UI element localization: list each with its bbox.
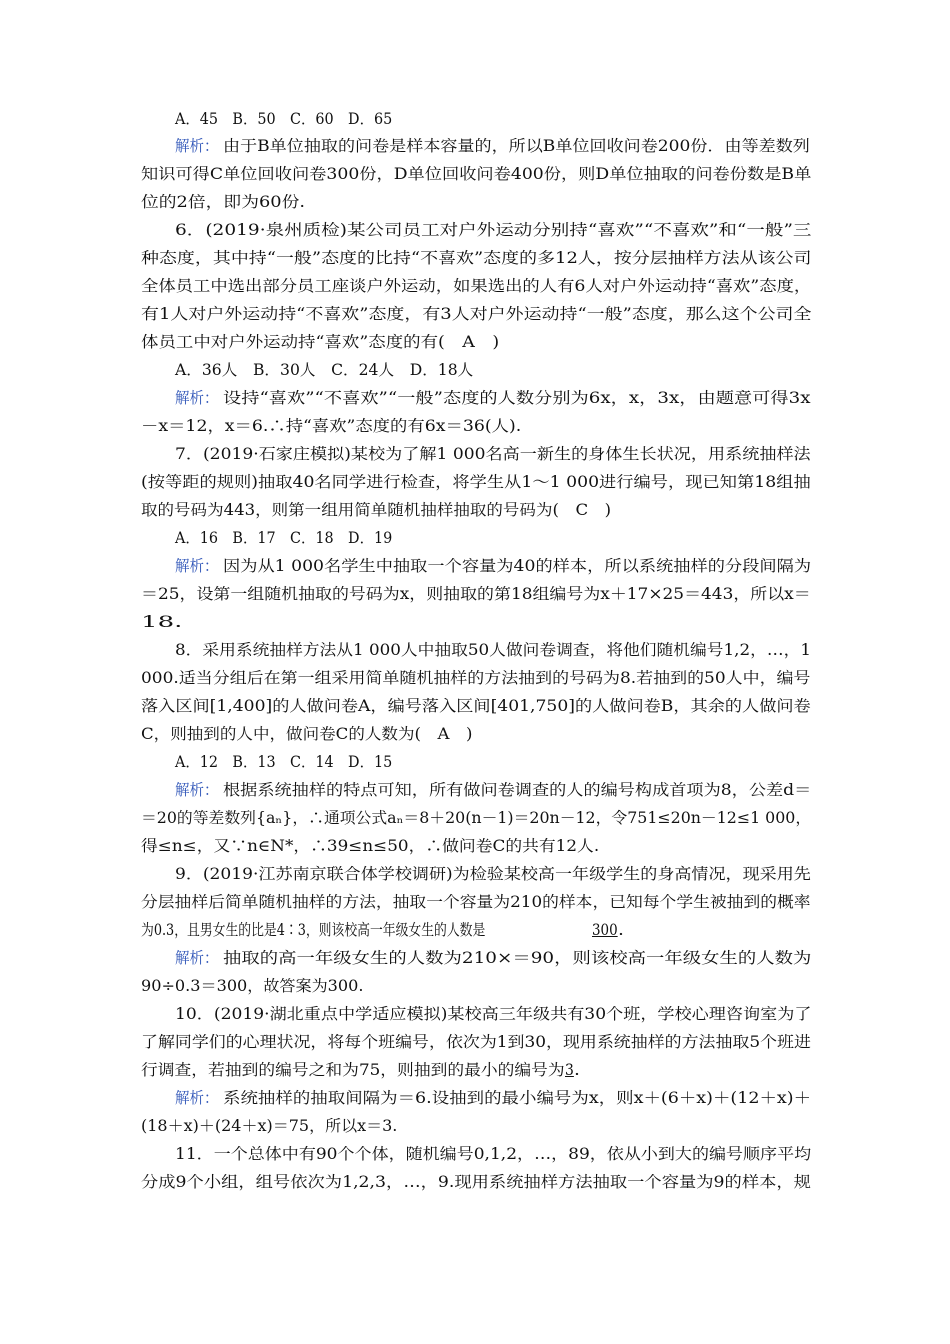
analysis-label: 解析： (175, 557, 219, 575)
text-line (0, 1055, 950, 1085)
text-line (0, 271, 950, 301)
text-line (0, 383, 950, 413)
line-text: 8．采用系统抽样方法从1 000人中抽取50人做问卷调查，将他们随机编号1,2，…，1 (175, 641, 811, 659)
line-text: 分成9个小组，组号依次为1,2,3，…，9.现用系统抽样方法抽取一个容量为9的样本，规 (141, 1173, 811, 1191)
line-text: ＝20的等差数列{aₙ}，∴通项公式aₙ＝8＋20(n－1)＝20n－12，令751≤20n－12≤1 000， (141, 809, 812, 827)
line-text: 6．(2019·泉州质检)某公司员工对户外运动分别持“喜欢”“不喜欢”和“一般”三 (175, 221, 812, 239)
line-text: 体员工中对户外运动持“喜欢”态度的有( A ) (141, 333, 500, 351)
text-line (0, 187, 950, 217)
line-text: . (574, 1061, 580, 1079)
analysis-label: 解析： (175, 137, 219, 155)
line-text: (按等距的规则)抽取40名同学进行检查，将学生从1～1 000进行编号，现已知第18组抽 (141, 473, 811, 491)
text-line (0, 691, 950, 721)
line-text: 得≤n≤，又∵n∈N*，∴39≤n≤50，∴做问卷C的共有12人. (141, 837, 600, 855)
line-text: 种态度，其中持“一般”态度的比持“不喜欢”态度的多12人，按分层抽样方法从该公司 (141, 249, 812, 267)
line-text: 有1人对户外运动持“不喜欢”态度，有3人对户外运动持“一般”态度，那么这个公司全 (141, 305, 812, 323)
text-line (0, 355, 950, 385)
line-text: 设持“喜欢”“不喜欢”“一般”态度的人数分别为6x，x，3x，由题意可得3x (223, 389, 811, 407)
line-text: 抽取的高一年级女生的人数为210×＝90，则该校高一年级女生的人数为 (223, 949, 812, 967)
text-line (0, 1167, 950, 1197)
text-line (0, 327, 950, 357)
line-text: 18. (141, 613, 183, 631)
line-text: 90÷0.3＝300，故答案为300. (141, 977, 364, 995)
text-line (0, 999, 950, 1029)
text-line (0, 299, 950, 329)
line-text: 为0.3，且男女生的比是4∶3，则该校高一年级女生的人数是 (141, 921, 486, 939)
line-text: (18＋x)＋(24＋x)＝75，所以x＝3. (141, 1117, 398, 1135)
text-line (0, 971, 950, 1001)
line-text: 取的号码为443，则第一组用简单随机抽样抽取的号码为( C ) (141, 501, 612, 519)
line-text: 由于B单位抽取的问卷是样本容量的，所以B单位回收问卷200份．由等差数列 (223, 137, 810, 155)
line-text: －x＝12，x＝6.∴持“喜欢”态度的有6x＝36(人). (141, 417, 522, 435)
line-text: 10．(2019·湖北重点中学适应模拟)某校高三年级共有30个班，学校心理咨询室为了 (175, 1005, 812, 1023)
line-text: ＝25，设第一组随机抽取的号码为x，则抽取的第18组编号为x＋17×25＝443，所以x＝ (141, 585, 811, 603)
line-text: 7．(2019·石家庄模拟)某校为了解1 000名高一新生的身体生长状况，用系统抽样法 (175, 445, 811, 463)
text-line (0, 159, 950, 189)
text-line (0, 1111, 950, 1141)
text-line (0, 243, 950, 273)
line-text: 系统抽样的抽取间隔为＝6.设抽到的最小编号为x，则x＋(6＋x)＋(12＋x)＋ (223, 1089, 812, 1107)
line-text: A．12 B．13 C．14 D．15 (175, 753, 393, 771)
text-line (0, 523, 950, 553)
line-text: 了解同学们的心理状况，将每个班编号，依次为1到30，现用系统抽样的方法抽取5个班进 (141, 1033, 811, 1051)
text-line (0, 439, 950, 469)
line-text: . (618, 921, 624, 939)
text-line (0, 1139, 950, 1169)
line-text: 知识可得C单位回收问卷300份，D单位回收问卷400份，则D单位抽取的问卷份数是B单 (141, 165, 812, 183)
text-line (0, 215, 950, 245)
line-text: 000.适当分组后在第一组采用简单随机抽样的方法抽到的号码为8.若抽到的50人中，编号 (141, 669, 811, 687)
text-line (0, 663, 950, 693)
line-text: 落入区间[1,400]的人做问卷A，编号落入区间[401,750]的人做问卷B，其余的人做问卷 (141, 697, 811, 715)
line-text: 11．一个总体中有90个个体，随机编号0,1,2，…，89，依从小到大的编号顺序平均 (175, 1145, 812, 1163)
line-text: 行调查，若抽到的编号之和为75，则抽到的最小的编号为 (141, 1061, 565, 1079)
text-line (0, 719, 950, 749)
text-line (0, 411, 950, 441)
text-line (0, 803, 950, 833)
line-text: A．36人 B．30人 C．24人 D．18人 (175, 361, 474, 379)
analysis-label: 解析： (175, 949, 219, 967)
line-text: 位的2倍，即为60份. (141, 193, 306, 211)
line-text: 根据系统抽样的特点可知，所有做问卷调查的人的编号构成首项为8，公差d＝ (223, 781, 812, 799)
text-line (0, 131, 950, 161)
text-line (0, 467, 950, 497)
line-text: 分层抽样后简单随机抽样的方法，抽取一个容量为210的样本，已知每个学生被抽到的概率 (141, 893, 811, 911)
line-text: 9．(2019·江苏南京联合体学校调研)为检验某校高一年级学生的身高情况，现采用先 (175, 865, 811, 883)
text-line (0, 831, 950, 861)
text-line (0, 747, 950, 777)
line-text: 全体员工中选出部分员工座谈户外运动，如果选出的人有6人对户外运动持“喜欢”态度， (141, 277, 812, 295)
line-text: 因为从1 000名学生中抽取一个容量为40的样本，所以系统抽样的分段间隔为 (223, 557, 812, 575)
text-line (0, 1083, 950, 1113)
line-text: A．45 B．50 C．60 D．65 (175, 110, 393, 128)
line-text: C，则抽到的人中，做问卷C的人数为( A ) (141, 725, 473, 743)
text-line (0, 915, 950, 945)
analysis-label: 解析： (175, 389, 219, 407)
text-line (0, 1027, 950, 1057)
text-line (0, 635, 950, 665)
answer-value: 300 (592, 921, 618, 939)
analysis-label: 解析： (175, 1089, 219, 1107)
text-line (0, 495, 950, 525)
answer-value: 3 (565, 1061, 574, 1079)
text-line (0, 943, 950, 973)
text-line (0, 859, 950, 889)
text-line (0, 104, 950, 134)
analysis-label: 解析： (175, 781, 219, 799)
line-text: A．16 B．17 C．18 D．19 (175, 529, 393, 547)
text-line (0, 579, 950, 609)
text-line (0, 607, 950, 637)
text-line (0, 551, 950, 581)
text-line (0, 887, 950, 917)
text-line (0, 775, 950, 805)
